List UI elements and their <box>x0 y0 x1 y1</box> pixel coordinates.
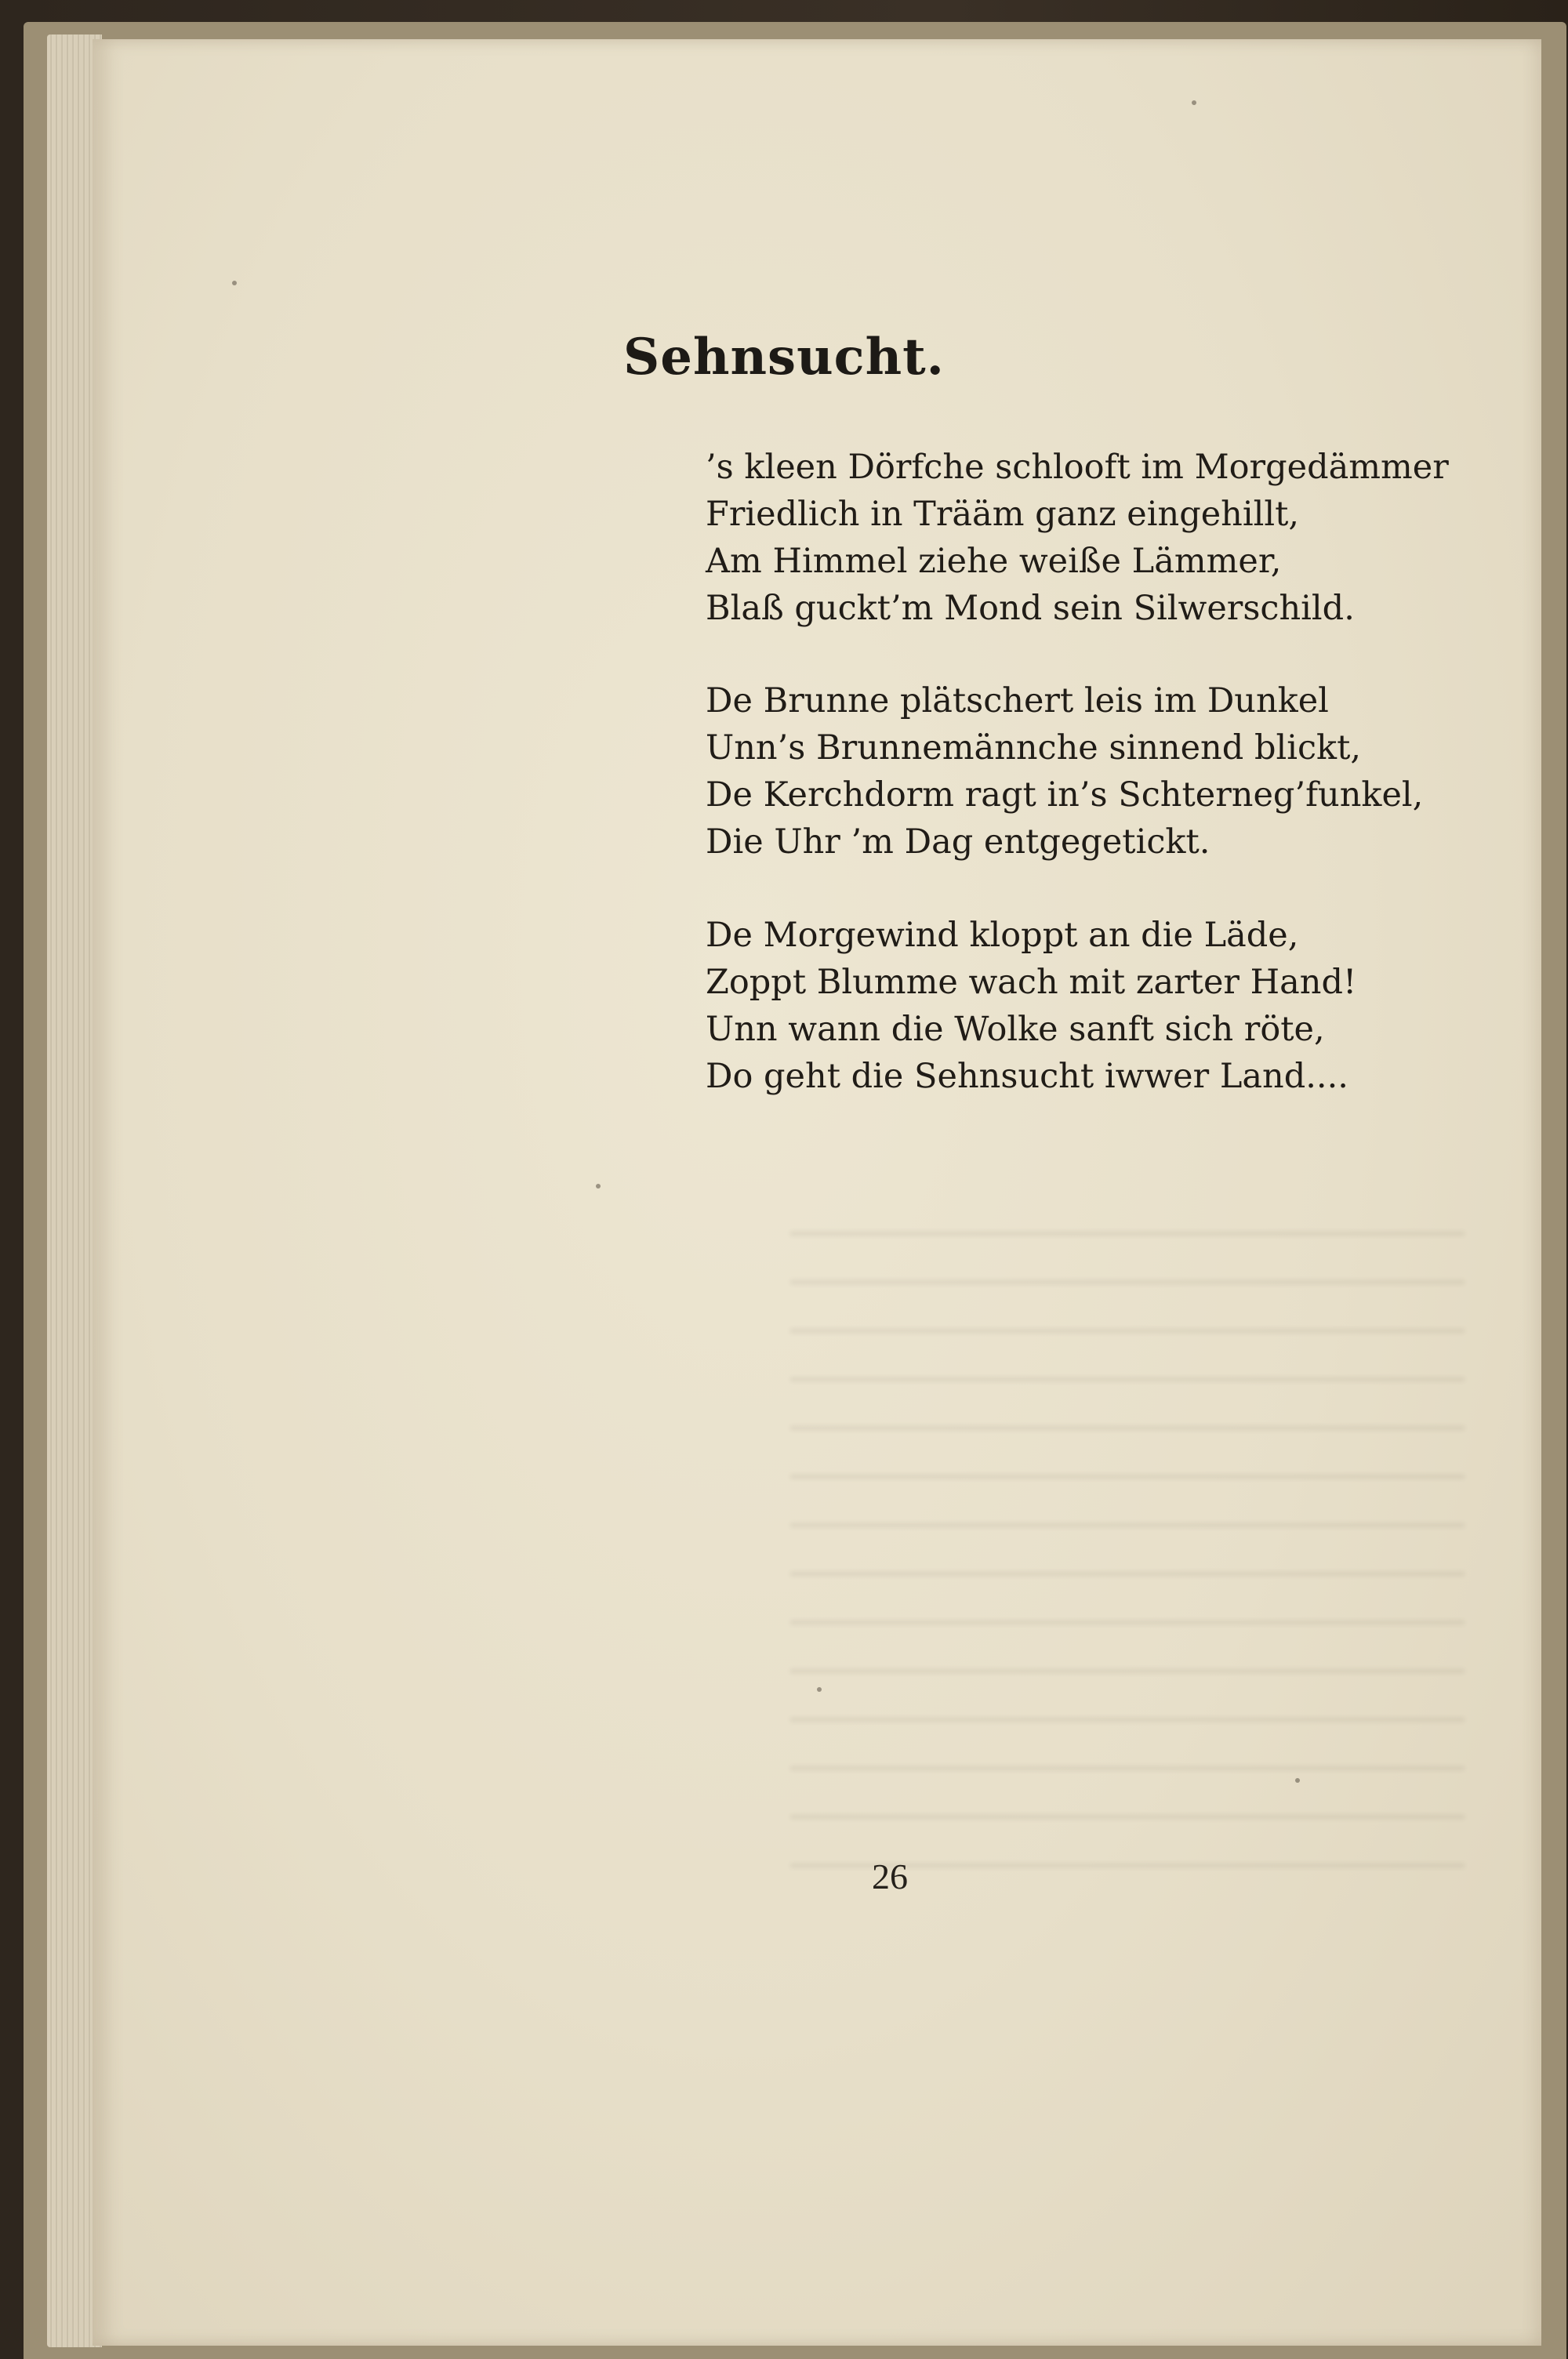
poem-line: Zoppt Blumme wach mit zarter Hand! <box>706 963 1357 1002</box>
poem-line: Unn wann die Wolke sanft sich röte, <box>706 1010 1325 1049</box>
show-through-text <box>790 1207 1465 1882</box>
poem-line: De Brunne plätschert leis im Dunkel <box>706 681 1329 720</box>
stanza-2 <box>706 677 1423 866</box>
poem-line: De Morgewind kloppt an die Läde, <box>706 916 1299 955</box>
poem-line: ’s kleen Dörfche schlooft im Morgedämmer <box>706 448 1449 487</box>
poem-title: Sehnsucht. <box>623 328 945 387</box>
poem-line: Die Uhr ’m Dag entgegetickt. <box>706 822 1210 862</box>
stanza-3 <box>706 912 1356 1100</box>
poem-line: Blaß guckt’m Mond sein Silwerschild. <box>706 589 1355 628</box>
paper-speck <box>1192 100 1196 105</box>
paper-speck <box>232 281 237 285</box>
poem-line: Unn’s Brunnemännche sinnend blickt, <box>706 728 1362 768</box>
poem-line: De Kerchdorm ragt in’s Schterneg’funkel, <box>706 775 1424 815</box>
poem-line: Friedlich in Trääm ganz eingehillt, <box>706 495 1300 534</box>
stanza-1 <box>706 444 1449 632</box>
paper-speck <box>596 1184 601 1189</box>
poem-line: Am Himmel ziehe weiße Lämmer, <box>706 542 1282 581</box>
poem-line: Do geht die Sehnsucht iwwer Land.... <box>706 1057 1348 1096</box>
page-number: 26 <box>872 1856 908 1896</box>
paper-speck <box>1295 1778 1300 1783</box>
paper-speck <box>817 1687 822 1692</box>
